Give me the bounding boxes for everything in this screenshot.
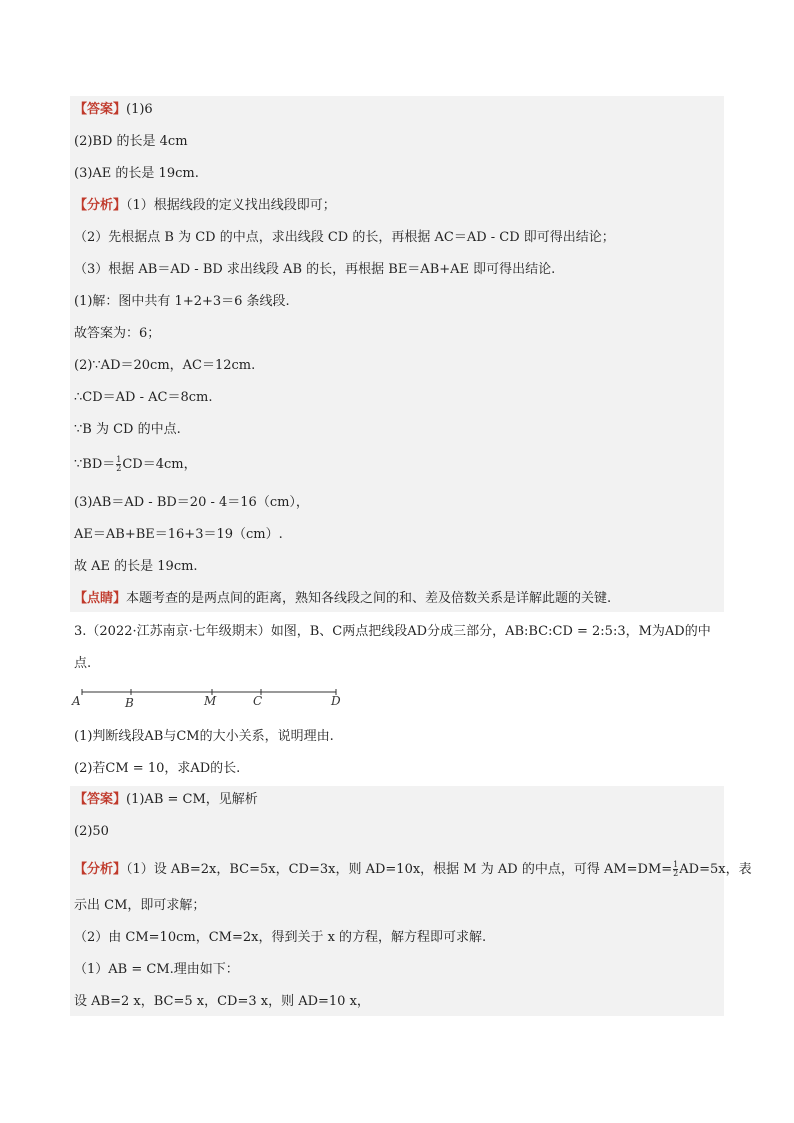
point-label-d: D <box>331 694 341 708</box>
fraction-half: $\frac{1}{2}$ <box>116 455 122 473</box>
answer-line: 【答案】(1)AB = CM，见解析 <box>74 792 258 807</box>
fraction-half: $\frac{1}{2}$ <box>673 860 679 878</box>
analysis-line: （2）由 CM=10cm，CM=2x，得到关于 x 的方程，解方程即可求解. <box>74 930 487 945</box>
analysis-line: （2）先根据点 B 为 CD 的中点，求出线段 CD 的长，再根据 AC＝AD - CD 即可得出结论； <box>74 230 615 245</box>
solution-line: (3)AB＝AD - BD＝20 - 4＝16（cm）， <box>74 495 309 510</box>
solution-line: ∵BD＝ $\frac{1}{2}$ CD＝4cm， <box>74 455 197 473</box>
comment-line: 【点睛】本题考查的是两点间的距离，熟知各线段之间的和、差及倍数关系是详解此题的关键. <box>74 591 612 606</box>
solution-line: (2)∵AD＝20cm，AC＝12cm. <box>74 358 256 373</box>
solution-line: ∵B 为 CD 的中点. <box>74 422 181 437</box>
point-label-c: C <box>253 694 263 708</box>
answer-line: 【答案】(1)6 <box>74 102 153 117</box>
solution-line: 故 AE 的长是 19cm. <box>74 559 198 574</box>
analysis-line: 【分析】（1）根据线段的定义找出线段即可； <box>74 198 336 213</box>
solution-line: （1）AB = CM.理由如下： <box>74 962 239 977</box>
point-label-b: B <box>125 696 134 710</box>
answer-line: (2)BD 的长是 4cm <box>74 134 188 149</box>
analysis-line: 示出 CM，即可求解； <box>74 898 206 913</box>
analysis-line: 【分析】（1）设 AB=2x，BC=5x，CD=3x，则 AD=10x，根据 M 为 AD 的中点，可得 AM=DM= $\frac{1}{2}$ AD=5x，表 <box>74 860 752 878</box>
solution-line: 设 AB=2 x，BC=5 x，CD=3 x，则 AD=10 x， <box>74 994 370 1009</box>
analysis-line: （3）根据 AB＝AD - BD 求出线段 AB 的长，再根据 BE＝AB+AE 即可得出结论. <box>74 262 556 277</box>
question-sub: (2)若CM = 10，求AD的长. <box>74 761 241 776</box>
segment-figure <box>70 684 360 714</box>
solution-line: 故答案为：6； <box>74 326 161 341</box>
point-label-a: A <box>72 694 81 708</box>
answer-line: (2)50 <box>74 824 109 839</box>
answer-line: (3)AE 的长是 19cm. <box>74 166 199 181</box>
solution-line: AE＝AB+BE＝16+3＝19（cm）. <box>74 527 283 542</box>
point-label-m: M <box>204 694 217 708</box>
solution-line: (1)解：图中共有 1+2+3＝6 条线段. <box>74 294 290 309</box>
question-text: 点. <box>74 656 92 671</box>
question-text: 3.（2022·江苏南京·七年级期末）如图，B、C两点把线段AD分成三部分，AB:BC:CD = 2:5:3，M为AD的中 <box>74 624 711 639</box>
question-sub: (1)判断线段AB与CM的大小关系，说明理由. <box>74 729 334 744</box>
solution-line: ∴CD＝AD - AC＝8cm. <box>74 390 213 405</box>
